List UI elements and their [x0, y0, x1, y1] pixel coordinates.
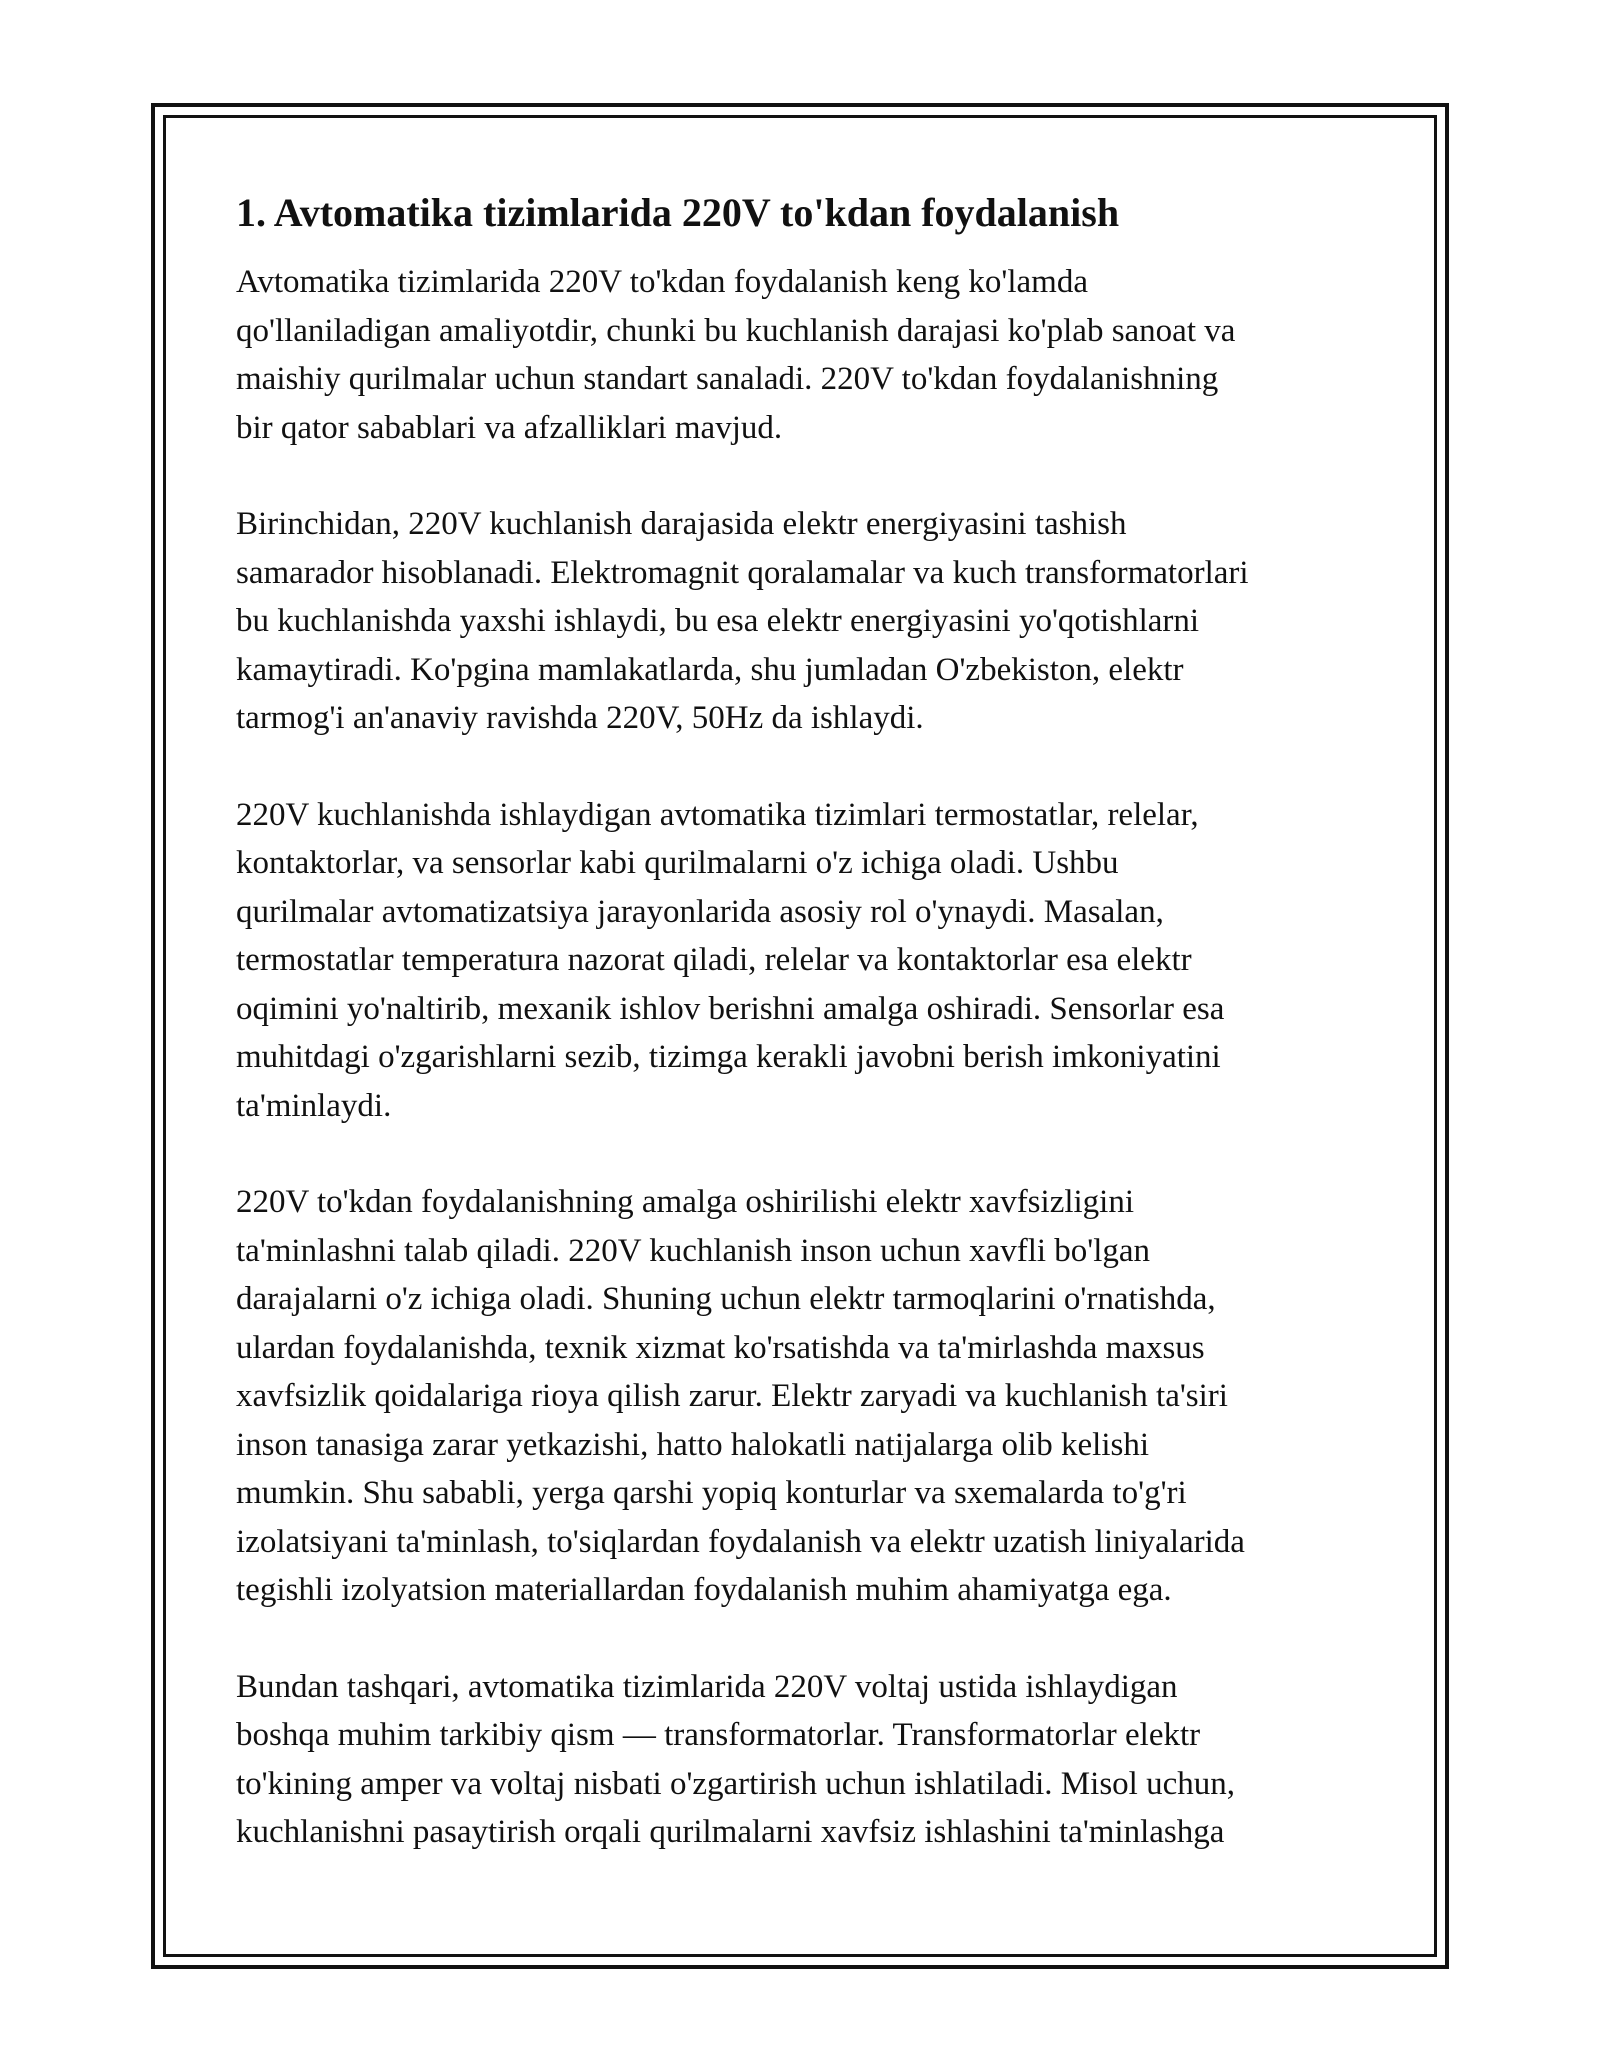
- paragraph-devices: 220V kuchlanishda ishlaydigan avtomatika tizimlari termostatlar, relelar, kontaktorlar, va sensorlar kabi qurilmalarni o'z ichiga oladi. Ushbu qurilmalar avtomatizatsiya jarayonlarida asosiy rol o'ynaydi. Masalan, termostatlar temperatura nazorat qiladi, relelar va kontaktorlar esa elektr oqimini yo'naltirib, mexanik ishlov berishni amalga oshiradi. Sensorlar esa muhitdagi o'zgarishlarni sezib, tizimga kerakli javobni berish imkoniyatini ta'minlaydi.: [236, 796, 1225, 1124]
- paragraph-safety: 220V to'kdan foydalanishning amalga oshirilishi elektr xavfsizligini ta'minlashni talab qiladi. 220V kuchlanish inson uchun xavfli bo'lgan darajalarni o'z ichiga oladi. Shuning uchun elektr tarmoqlarini o'rnatishda, ulardan foydalanishda, texnik xizmat ko'rsatishda va ta'mirlashda maxsus xavfsizlik qoidalariga rioya qilish zarur. Elektr zaryadi va kuchlanish ta'siri inson tanasiga zarar yetkazishi, hatto halokatli natijalarga olib kelishi mumkin. Shu sababli, yerga qarshi yopiq konturlar va sxemalarda to'g'ri izolatsiyani ta'minlash, to'siqlardan foydalanish va elektr uzatish liniyalarida tegishli izolyatsion materiallardan foydalanish muhim ahamiyatga ega.: [236, 1184, 1245, 1608]
- paragraph-intro: Avtomatika tizimlarida 220V to'kdan foydalanish keng ko'lamda qo'llaniladigan amaliyotdir, chunki bu kuchlanish darajasi ko'plab sanoat va maishiy qurilmalar uchun standart sanaladi. 220V to'kdan foydalanishning bir qator sabablari va afzalliklari mavjud.: [236, 264, 1236, 446]
- paragraph-efficiency: Birinchidan, 220V kuchlanish darajasida elektr energiyasini tashish samarador hisoblanadi. Elektromagnit qoralamalar va kuch transformatorlari bu kuchlanishda yaxshi ishlaydi, bu esa elektr energiyasini yo'qotishlarni kamaytiradi. Ko'pgina mamlakatlarda, shu jumladan O'zbekiston, elektr tarmog'i an'anaviy ravishda 220V, 50Hz da ishlaydi.: [236, 506, 1249, 736]
- section-heading: 1. Avtomatika tizimlarida 220V to'kdan foydalanish: [236, 190, 1120, 235]
- paragraph-transformers: Bundan tashqari, avtomatika tizimlarida 220V voltaj ustida ishlaydigan boshqa muhim tarkibiy qism — transformatorlar. Transformatorlar elektr to'kining amper va voltaj nisbati o'zgartirish uchun ishlatiladi. Misol uchun, kuchlanishni pasaytirish orqali qurilmalarni xavfsiz ishlashini ta'minlashga: [236, 1668, 1235, 1850]
- document-body: [236, 188, 1376, 1905]
